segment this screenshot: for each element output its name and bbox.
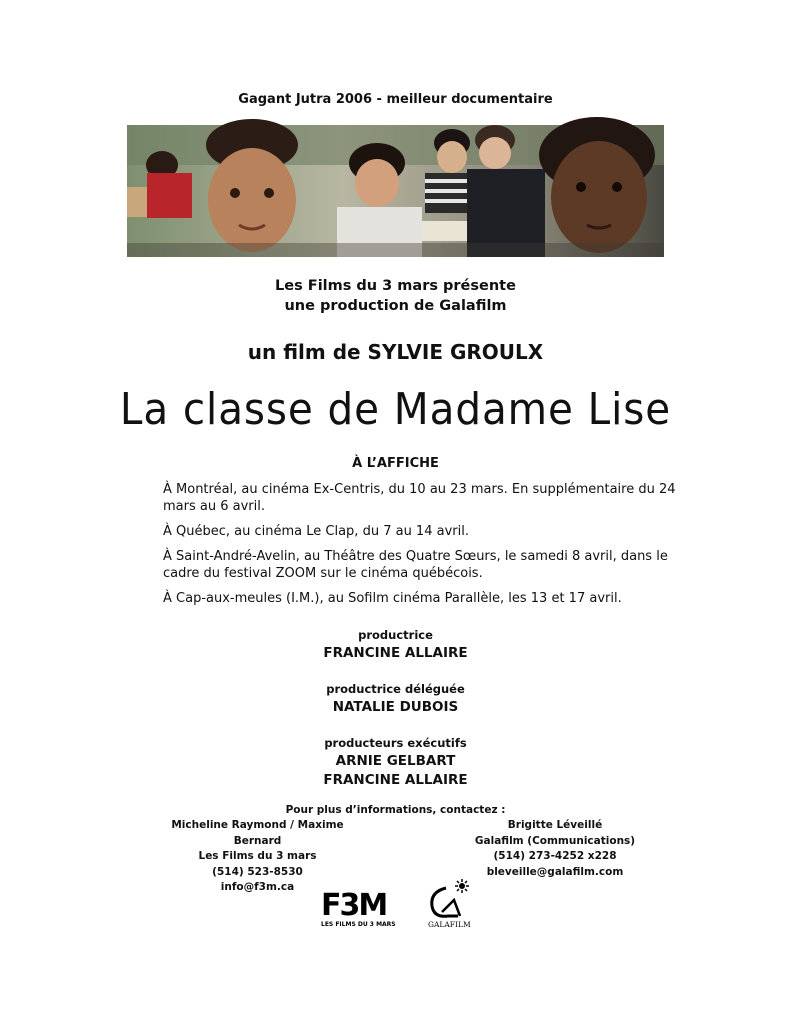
contact-phone: (514) 523-8530 bbox=[212, 865, 303, 878]
screening-item: À Montréal, au cinéma Ex-Centris, du 10 au 23 mars. En supplémentaire du 24 mars au 6 avril. bbox=[163, 482, 676, 514]
executive-producer-name-2: FRANCINE ALLAIRE bbox=[323, 772, 468, 788]
contact-company: Les Films du 3 mars bbox=[198, 850, 317, 862]
screening-item: À Saint-André-Avelin, au Théâtre des Quatre Sœurs, le samedi 8 avril, dans le cadre du festival ZOOM sur le cinéma québécois. bbox=[163, 549, 668, 581]
affiche-heading: À L’AFFICHE bbox=[352, 456, 439, 471]
contact-phone: (514) 273-4252 x228 bbox=[493, 850, 617, 862]
producer-role: productrice bbox=[358, 628, 433, 642]
f3m-logo-mark bbox=[320, 883, 396, 929]
contact-heading: Pour plus d’informations, contactez : bbox=[285, 804, 506, 816]
screenings-list bbox=[163, 481, 683, 615]
contact-block-galafilm bbox=[460, 818, 650, 880]
director-credit: un film de SYLVIE GROULX bbox=[247, 340, 544, 364]
classroom-photo-illustration bbox=[127, 125, 664, 257]
screening-item: À Québec, au cinéma Le Clap, du 7 au 14 avril. bbox=[163, 524, 469, 539]
film-title: La classe de Madame Lise bbox=[119, 384, 672, 435]
delegate-producer-name: NATALIE DUBOIS bbox=[332, 699, 459, 715]
contact-names: Micheline Raymond / Maxime Bernard bbox=[171, 819, 344, 847]
contact-names: Brigitte Léveillé bbox=[507, 819, 603, 831]
contact-email[interactable]: bleveille@galafilm.com bbox=[486, 865, 624, 878]
f3m-logo-letters: F3M bbox=[321, 888, 387, 923]
presents-line-2: une production de Galafilm bbox=[284, 298, 507, 314]
f3m-logo bbox=[320, 883, 396, 929]
presents-line-1: Les Films du 3 mars présente bbox=[275, 278, 516, 294]
contact-email[interactable]: info@f3m.ca bbox=[220, 881, 295, 893]
classroom-photo bbox=[127, 125, 664, 257]
contact-company: Galafilm (Communications) bbox=[474, 834, 636, 847]
f3m-logo-caption: LES FILMS DU 3 MARS bbox=[321, 921, 396, 928]
delegate-producer-role: productrice déléguée bbox=[326, 682, 465, 696]
award-line: Gagant Jutra 2006 - meilleur documentaire bbox=[238, 92, 553, 107]
galafilm-logo-caption: GALAFILM bbox=[428, 920, 471, 929]
galafilm-logo-mark bbox=[424, 878, 476, 930]
executive-producer-name-1: ARNIE GELBART bbox=[335, 753, 456, 769]
presents-block bbox=[0, 276, 791, 316]
executive-producers-role: producteurs exécutifs bbox=[324, 736, 467, 750]
screening-item: À Cap-aux-meules (I.M.), au Sofilm cinéma Parallèle, les 13 et 17 avril. bbox=[163, 591, 622, 606]
producer-name: FRANCINE ALLAIRE bbox=[323, 645, 468, 661]
galafilm-logo bbox=[424, 878, 476, 930]
